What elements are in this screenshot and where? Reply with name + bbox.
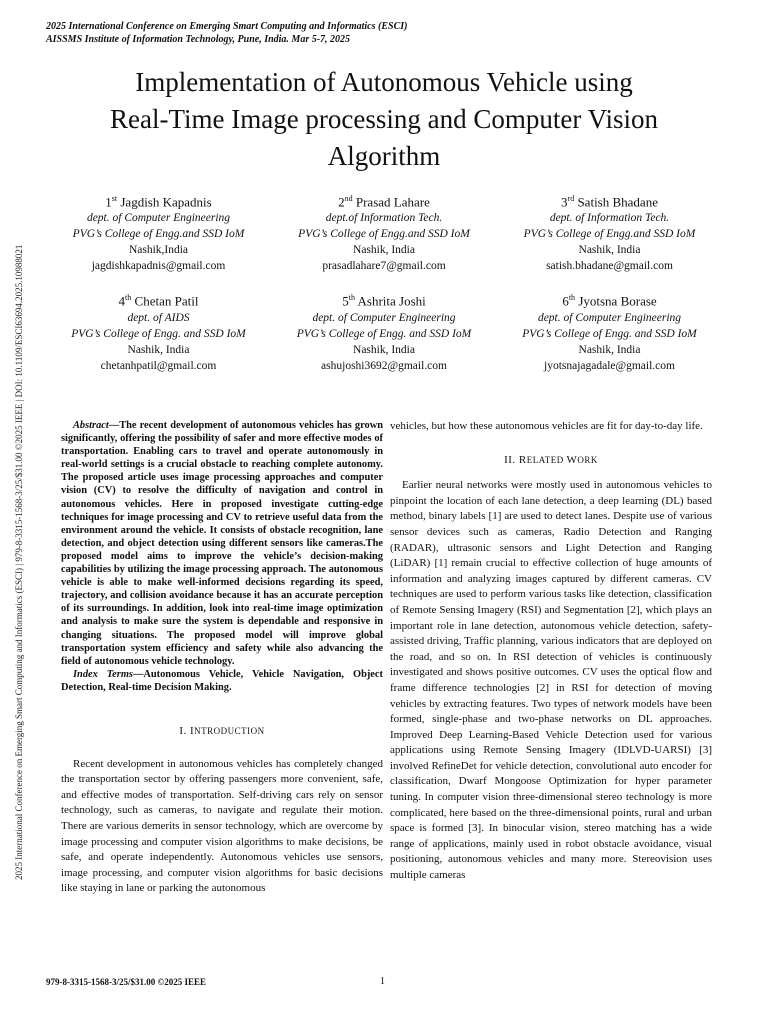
introduction-continuation: vehicles, but how these autonomous vehicles are fit for day-to-day life. bbox=[390, 420, 703, 432]
author-dept: dept. of Computer Engineering bbox=[312, 311, 456, 324]
author-block bbox=[46, 191, 722, 390]
author-college: PVG’s College of Engg. and SSD IoM bbox=[296, 327, 472, 340]
title-line-2: Real-Time Image processing and Computer Vision bbox=[109, 104, 659, 134]
abstract-text: —The recent development of autonomous vehicles has grown significantly, offering the possibility of safer and more effective modes of transportation. Enabling cars to travel and operate autonomously in real-world settings is a crucial obstacle to reaching complete autonomy. The proposed article uses image processing approaches and computer vision (CV) to resolve the difficulty of navigation and control in autonomous vehicles. Here in proposed investigate cutting-edge techniques for image processing and CV to retrieve useful data from the environment around the vehicle. It consists of obstacle recognition, lane detection, and object detection using different sensors like cameras.The proposed model aims to improve the vehicle’s decision-making capabilities by utilizing the image processing approach. The autonomous vehicle is able to make well-informed decisions regarding its speed, trajectory, and collision avoidance because it has an accurate perception of its surroundings. In addition, look into real-time image optimization and analysis to make sure the system is dependable and responsive in changing situations. The proposed model will improve global transportation system efficiency and safety while also advancing the field of autonomous vehicle technology. bbox=[61, 420, 383, 667]
author-name: 2nd Prasad Lahare bbox=[338, 194, 430, 210]
introduction-text: Recent development in autonomous vehicles has completely changed the transportation sector by offering passengers more convenient, safe, and effective modes of transportation. Self-driving cars rely on sensor technology, such as cameras, to navigate and regulate their motion. There are various demerits in sensor technology, which are overcome by image processing and computer vision algorithms to make decisions, be safe, and operate independently. Autonomous vehicles use sensors, image processing, and computer vision algorithms for basic decisions like staying in lane or parking the autonomous bbox=[61, 757, 383, 895]
author-row-1 bbox=[46, 191, 722, 274]
author-card bbox=[497, 191, 722, 274]
author-name: 1st Jagdish Kapadnis bbox=[105, 194, 212, 210]
title-line-3: Algorithm bbox=[327, 141, 441, 171]
author-college: PVG’s College of Engg.and SSD IoM bbox=[298, 228, 470, 241]
title-line-1: Implementation of Autonomous Vehicle using bbox=[135, 67, 633, 97]
author-college: PVG’s College of Engg. and SSD IoM bbox=[522, 327, 697, 340]
author-name: 5th Ashrita Joshi bbox=[342, 293, 426, 309]
conference-header bbox=[46, 20, 407, 46]
author-city: Nashik,India bbox=[128, 244, 189, 257]
side-doi-strip: 2025 International Conference on Emerging Smart Computing and Informatics (ESCI) | 979-8-3315-1568-3/25/$31.00 ©2025 IEEE | DOI: 10.1109/ESCI63694.2025.10988021 bbox=[14, 244, 24, 880]
author-college: PVG’s College of Engg. and SSD IoM bbox=[71, 327, 246, 340]
left-column bbox=[61, 419, 383, 897]
author-name: 3rd Satish Bhadane bbox=[561, 194, 658, 210]
abstract-label: Abstract bbox=[73, 420, 109, 431]
author-college: PVG’s College of Engg.and SSD IoM bbox=[72, 228, 245, 241]
footer-copyright: 979-8-3315-1568-3/25/$31.00 ©2025 IEEE bbox=[46, 977, 206, 987]
author-city: Nashik, India bbox=[353, 343, 415, 356]
author-dept: dept. of Computer Engineering bbox=[537, 311, 682, 324]
author-card bbox=[46, 191, 271, 274]
author-city: Nashik, India bbox=[578, 343, 641, 356]
author-email: satish.bhadane@gmail.com bbox=[546, 260, 673, 273]
section-heading-introduction: I. INTRODUCTION bbox=[179, 724, 265, 737]
author-dept: dept. of Information Tech. bbox=[549, 212, 670, 225]
conference-venue: AISSMS Institute of Information Technology, Pune, India. Mar 5-7, 2025 bbox=[46, 34, 351, 45]
page-number: 1 bbox=[380, 976, 385, 987]
author-card bbox=[497, 290, 722, 373]
author-dept: dept. of Computer Engineering bbox=[86, 212, 231, 225]
author-card bbox=[272, 191, 497, 274]
paper-title bbox=[48, 64, 720, 175]
author-email: chetanhpatil@gmail.com bbox=[100, 359, 217, 372]
right-column bbox=[390, 419, 712, 884]
author-card bbox=[46, 290, 271, 373]
author-city: Nashik, India bbox=[127, 343, 190, 356]
related-work-text: Earlier neural networks were mostly used in autonomous vehicles to pinpoint the location of each lane detection, a deep learning (DL) based method, binary labels [1] are used to detect lanes. Despite use of various sensor devices such as cameras, Radio Detection and Ranging (RADAR), ultrasonic sensors and Light Detection and Ranging (LiDAR) [1] remain crucial to effective collection of huge amounts of information and analyzing images captured by different cameras. CV techniques are used to perform various tasks like detection, classification of Remote Sensing Imagery (RSI) and Segmentation [2], which plays an important role in lane detection, autonomous vehicle detection, safety-assisted driving, Traffic planning, various indicators that are deployed on the road, and so on. In RSI detection of vehicles is continuously investigated and shows positive outcomes. CV uses the optical flow and frame difference technologies [2] in RSI for detection of moving vehicles by extracting features. Two types of network models have been formed, single-phase and two-phase networks on DL approaches. Improved Deep Learning-Based Vehicle Detection used for various applications using Remote Sensing Imagery (IDLVD-UARSI) [3] involved RefineDet for vehicle detection, convolutional auto encoder for classification, Dwarf Mongoose Optimization for hyper parameter tuning. In computer vision three-dimensional stereo technology is more complicated, here based on the three-dimensional points, rural and urban space is formed [3]. In binocular vision, stereo matching has a wide range of applications, mainly used in robot obstacle avoidance, visual positioning, autonomous vehicles and many more. Stereovision uses multiple cameras bbox=[390, 479, 712, 882]
author-name: 4th Chetan Patil bbox=[118, 293, 199, 309]
author-dept: dept. of AIDS bbox=[127, 311, 190, 324]
conference-name: 2025 International Conference on Emerging Smart Computing and Informatics (ESCI) bbox=[46, 21, 408, 32]
index-terms-text: —Autonomous Vehicle, Vehicle Navigation, Object Detection, Real-time Decision Making. bbox=[61, 668, 383, 693]
abstract bbox=[61, 419, 383, 668]
author-email: jyotsnajagadale@gmail.com bbox=[544, 359, 675, 372]
author-name: 6th Jyotsna Borase bbox=[562, 293, 657, 309]
author-city: Nashik, India bbox=[578, 244, 641, 257]
author-email: ashujoshi3692@gmail.com bbox=[321, 359, 447, 372]
section-heading-related-work: II. RELATED WORK bbox=[504, 453, 598, 466]
author-college: PVG’s College of Engg.and SSD IoM bbox=[523, 228, 696, 241]
author-row-2 bbox=[46, 290, 722, 373]
author-card bbox=[272, 290, 497, 373]
author-email: jagdishkapadnis@gmail.com bbox=[91, 260, 226, 273]
author-city: Nashik, India bbox=[353, 244, 415, 257]
author-dept: dept.of Information Tech. bbox=[325, 212, 443, 225]
index-terms bbox=[61, 668, 383, 694]
author-email: prasadlahare7@gmail.com bbox=[322, 260, 446, 273]
index-terms-label: Index Terms bbox=[73, 668, 133, 680]
